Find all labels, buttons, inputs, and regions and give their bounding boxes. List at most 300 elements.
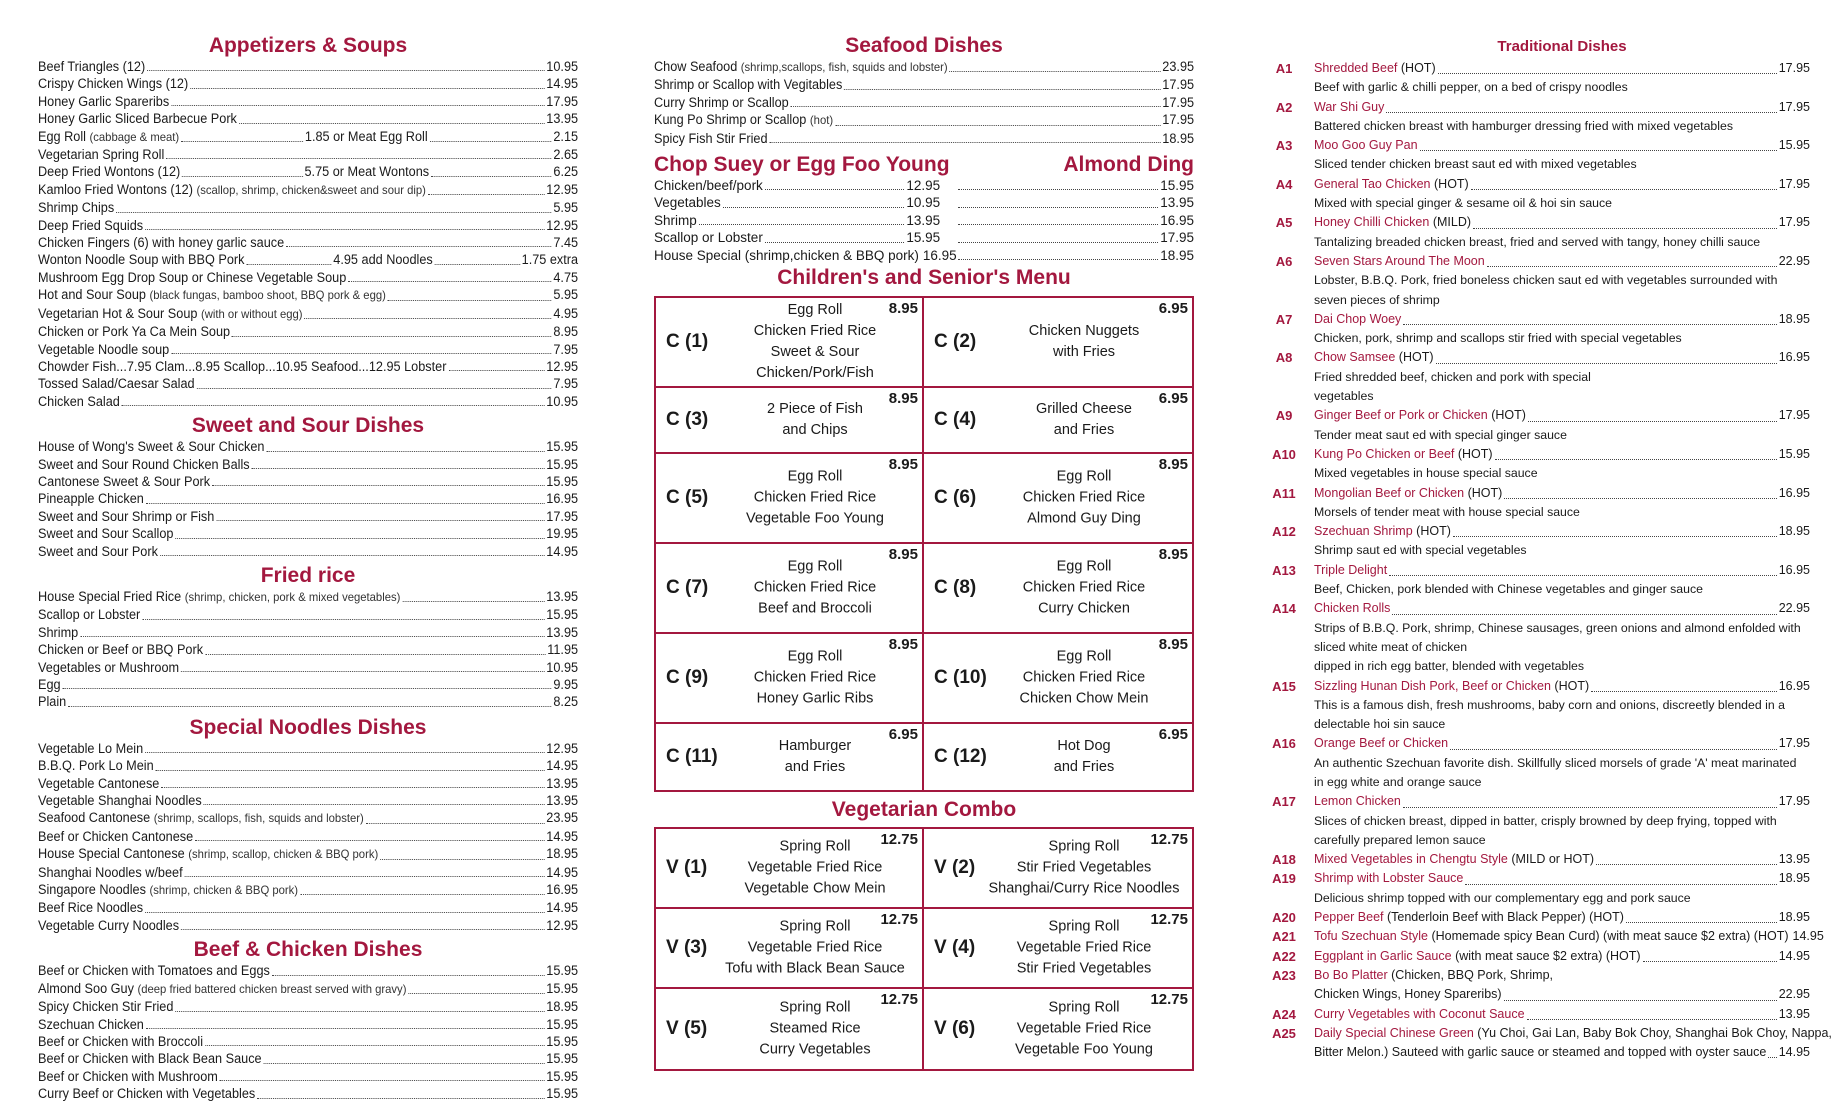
item-name: Vegetable Lo Mein [38, 740, 144, 756]
dish-price: 17.95 [1778, 736, 1810, 751]
menu-item [38, 128, 578, 146]
combo-line: Vegetable Fried Rice [747, 859, 883, 876]
leader-dots [171, 353, 551, 354]
item-name: Mushroom Egg Drop Soup or Chinese Vegetable Soup [38, 269, 347, 285]
menu-item [38, 588, 578, 606]
combo-cell [924, 634, 1192, 724]
combo-cell [656, 544, 924, 634]
leader-dots [263, 1063, 544, 1064]
combo-line: Hamburger [778, 738, 852, 755]
combo-line: Chicken Fried Rice [753, 489, 877, 506]
menu-item [38, 393, 578, 410]
item-price: 15.95 [546, 980, 579, 996]
leader-dots [142, 619, 544, 620]
leader-dots [448, 370, 544, 371]
item-price: 10.95 [546, 393, 579, 409]
leader-dots [1386, 112, 1776, 113]
dish-price: 18.95 [1778, 524, 1810, 539]
item-price: 8.25 [553, 694, 579, 710]
menu-item [38, 624, 578, 641]
item-name: House of Wong's Sweet & Sour Chicken [38, 439, 265, 455]
leader-dots [185, 876, 545, 877]
item-name: Wonton Noodle Soup with BBQ Pork [38, 252, 245, 268]
combo-code: V (3) [666, 937, 708, 959]
leader-dots [430, 141, 552, 142]
combo-cell [656, 989, 924, 1069]
menu-item [38, 508, 578, 525]
beef-chicken-title: Beef & Chicken Dishes [193, 938, 423, 962]
item-price: 5.95 [553, 287, 579, 303]
seafood-list [654, 58, 1194, 147]
item-price: 15.95 [906, 230, 941, 246]
item-name: Vegetables [654, 195, 721, 211]
combo-price: 12.75 [880, 831, 918, 849]
item-name: Curry Shrimp or Scallop [654, 94, 789, 110]
combo-code: C (10) [934, 667, 987, 689]
dish-line [1314, 252, 1810, 271]
leader-dots [435, 264, 520, 265]
leader-dots [1465, 884, 1776, 885]
dish-description: An authentic Szechuan favorite dish. Skillfully sliced morsels of grade 'A' meat marinated [1314, 755, 1797, 770]
traditional-item [1262, 175, 1810, 214]
menu-item [38, 58, 578, 75]
dish-tag: (HOT) [1400, 61, 1436, 75]
leader-dots [182, 176, 302, 177]
combo-code: C (8) [934, 577, 977, 599]
dish-name: Chicken Rolls [1314, 601, 1391, 616]
traditional-item [1262, 985, 1810, 1004]
item-price: 12.95 [906, 178, 941, 194]
item-price: 19.95 [546, 526, 579, 542]
combo-cell [924, 454, 1192, 544]
menu-item [38, 917, 578, 934]
combo-description [984, 837, 1184, 900]
dish-line [1314, 348, 1810, 367]
almond-ding-item [940, 212, 1194, 229]
combo-line: Chicken Fried Rice [753, 323, 877, 340]
combo-line: Vegetable Fried Rice [747, 939, 883, 956]
leader-dots [196, 388, 551, 389]
menu-item [38, 828, 578, 845]
item-name: Sweet and Sour Scallop [38, 526, 174, 542]
combo-price: 8.95 [888, 456, 918, 474]
dish-description: Slices of chicken breast, dipped in batter, crisply browned by deep frying, topped with [1314, 813, 1777, 828]
leader-dots [1436, 363, 1777, 364]
dish-name: Dai Chop Woey [1314, 311, 1402, 326]
sweet-sour-list [38, 438, 578, 560]
traditional-item [1262, 908, 1810, 927]
item-price: 12.95 [546, 358, 579, 374]
dish-code: A21 [1272, 929, 1296, 945]
dish-name: Shredded Beef (HOT) [1314, 61, 1436, 75]
item-price: 11.95 [547, 642, 579, 658]
combo-line: and Chips [782, 422, 848, 439]
left-column [38, 0, 578, 1103]
item-price: 14.95 [546, 828, 579, 844]
menu-item [38, 93, 578, 110]
combo-description [716, 837, 914, 900]
leader-dots [232, 336, 552, 337]
combo-description [716, 917, 914, 980]
item-price: 15.95 [546, 1016, 579, 1032]
item-price: 12.95 [546, 217, 579, 233]
combo-line: Chicken Fried Rice [753, 579, 877, 596]
combo-line: Egg Roll [787, 468, 843, 485]
dish-tag: (MILD or HOT) [1511, 852, 1594, 867]
item-name: Plain [38, 694, 67, 710]
menu-item [38, 490, 578, 507]
dish-code: A4 [1275, 176, 1293, 192]
item-price: 13.95 [546, 111, 579, 127]
almond-ding-item [940, 177, 1194, 194]
leader-dots [252, 468, 545, 469]
item-name: Chow Seafood (shrimp,scallops, fish, squids and lobster) [654, 59, 948, 74]
item-price: 9.95 [553, 677, 579, 692]
chop-suey-list [654, 177, 1194, 264]
leader-dots [844, 89, 1160, 90]
dish-price: 17.95 [1778, 99, 1810, 114]
leader-dots [699, 224, 905, 225]
dish-code: A2 [1275, 99, 1293, 115]
item-name: Honey Garlic Sliced Barbecue Pork [38, 111, 237, 127]
menu-item [38, 286, 578, 304]
combo-line: Spring Roll [1048, 999, 1120, 1016]
item-name: Beef or Chicken with Broccoli [38, 1033, 204, 1049]
combo-cell [656, 388, 924, 454]
dish-line [1314, 445, 1810, 464]
dish-name: Ginger Beef or Pork or Chicken (HOT) [1314, 408, 1526, 423]
item-name: Shrimp [654, 212, 697, 228]
dish-name: Chow Samsee (HOT) [1314, 350, 1434, 365]
dish-name: Mixed Vegetables in Chengtu Style (MILD or HOT) [1314, 852, 1594, 867]
menu-item [38, 1016, 578, 1033]
dish-name: Eggplant in Garlic Sauce (with meat sauce $2 extra) (HOT) [1314, 948, 1641, 963]
combo-line: Egg Roll [1056, 468, 1112, 485]
dish-code: A11 [1272, 485, 1296, 501]
item-name: Vegetable Curry Noodles [38, 917, 180, 933]
chop-suey-row [654, 247, 1194, 264]
combo-cell [924, 544, 1192, 634]
item-price: 17.95 [546, 508, 579, 524]
menu-item [654, 130, 1194, 147]
combo-line: and Fries [784, 759, 846, 776]
menu-item [38, 375, 578, 392]
menu-item [38, 146, 578, 163]
dish-price: 17.95 [1778, 215, 1810, 230]
dish-price: 17.95 [1778, 794, 1810, 809]
item-name: Seafood Cantonese (shrimp, scallops, fish, squids and lobster) [38, 810, 364, 826]
leader-dots [1626, 922, 1777, 923]
traditional-item [1262, 677, 1810, 735]
item-note: (cabbage & meat) [89, 129, 180, 144]
item-price: 15.95 [546, 607, 579, 623]
dish-description: carefully prepared lemon sauce [1314, 832, 1486, 847]
dish-name: Daily Special Chinese Green (Yu Choi, Gai Lan, Baby Bok Choy, Shanghai Bok Choy, Nappa, [1314, 1025, 1832, 1040]
combo-description [984, 557, 1184, 620]
dish-description: Tantalizing breaded chicken breast, fried and served with tangy, honey chilli sauce [1314, 234, 1761, 249]
leader-dots [1596, 864, 1777, 865]
item-price: 10.95 [546, 659, 579, 675]
leader-dots [145, 912, 544, 913]
combo-price: 12.75 [880, 911, 918, 929]
leader-dots [1487, 266, 1777, 267]
item-name: Crispy Chicken Wings (12) [38, 76, 189, 92]
dish-tag: Bitter Melon.) Sauteed with garlic sauce or steamed and topped with oyster sauce [1314, 1045, 1767, 1060]
item-price: 13.95 [906, 212, 941, 228]
menu-item [38, 543, 578, 560]
item-name: Vegetables or Mushroom [38, 659, 180, 675]
combo-line: Honey Garlic Ribs [756, 690, 874, 707]
dish-tag: (HOT) [1434, 176, 1469, 191]
item-price: 18.95 [1160, 247, 1194, 263]
dish-description: Mixed vegetables in house special sauce [1314, 466, 1538, 481]
combo-code: C (1) [666, 331, 709, 353]
item-name: Sweet and Sour Pork [38, 543, 158, 559]
item-price: 15.95 [546, 1051, 579, 1067]
combo-price: 8.95 [1158, 456, 1188, 474]
appetizers-title: Appetizers & Soups [208, 34, 408, 57]
combo-price: 6.95 [888, 726, 918, 744]
menu-item [38, 659, 578, 676]
item-price: 4.95 [553, 305, 579, 321]
combo-line: Hot Dog [1057, 738, 1111, 755]
combo-cell [656, 634, 924, 724]
dish-line [1314, 869, 1810, 888]
dish-code: A18 [1272, 852, 1296, 868]
leader-dots [146, 1028, 545, 1029]
combo-price: 12.75 [880, 991, 918, 1009]
item-price: 5.95 [553, 200, 579, 216]
dish-description: Tender meat saut ed with special ginger sauce [1314, 427, 1567, 442]
leader-dots [431, 176, 551, 177]
combo-line: Chicken Fried Rice [753, 669, 877, 686]
combo-line: Vegetable Foo Young [746, 510, 884, 527]
item-name: Vegetarian Spring Roll [38, 147, 165, 163]
combo-description [984, 917, 1184, 980]
item-price: 13.95 [546, 624, 579, 640]
item-price: 7.95 [553, 376, 579, 392]
item-price: 17.95 [1162, 94, 1195, 110]
right-column [1262, 0, 1832, 1062]
menu-item [38, 305, 578, 323]
traditional-item [1262, 445, 1810, 484]
dish-line [1314, 1024, 1832, 1043]
chop-suey-row [654, 194, 1194, 211]
dish-price: 18.95 [1778, 871, 1810, 886]
item-name: Chicken or Pork Ya Ca Mein Soup [38, 324, 231, 340]
item-name: Sweet and Sour Round Chicken Balls [38, 456, 250, 472]
traditional-item [1262, 947, 1810, 966]
dish-code: A19 [1272, 871, 1296, 887]
dish-description: Sliced tender chicken breast saut ed with mixed vegetables [1314, 157, 1637, 172]
combo-line: Egg Roll [787, 302, 843, 319]
dish-line [1314, 59, 1810, 78]
dish-name: Pepper Beef (Tenderloin Beef with Black Pepper) (HOT) [1314, 910, 1624, 925]
dish-description: Strips of B.B.Q. Pork, shrimp, Chinese sausages, green onions and almond enfolded with [1314, 620, 1801, 635]
combo-line: Stir Fried Vegetables [1016, 960, 1152, 977]
dish-price: 22.95 [1778, 253, 1810, 268]
combo-line: Beef and Broccoli [758, 600, 872, 617]
combo-line: Vegetable Fried Rice [1016, 1020, 1152, 1037]
combo-description [984, 647, 1184, 710]
item-price: 17.95 [1162, 112, 1195, 128]
combo-line: Chicken Fried Rice [1022, 669, 1146, 686]
menu-item [38, 217, 578, 234]
dish-tag: (MILD) [1432, 215, 1472, 230]
item-name: Spicy Chicken Stir Fried [38, 999, 174, 1015]
menu-item [38, 1085, 578, 1102]
dish-price: 18.95 [1778, 910, 1810, 925]
dish-price: 15.95 [1778, 446, 1810, 461]
combo-price: 8.95 [1158, 546, 1188, 564]
dish-description: sliced white meat of chicken [1314, 639, 1468, 654]
leader-dots [175, 538, 544, 539]
leader-dots [835, 125, 1160, 126]
item-price: 16.95 [1160, 212, 1194, 228]
dish-price: 17.95 [1778, 408, 1810, 423]
combo-cell [656, 829, 924, 909]
dish-description: Shrimp saut ed with special vegetables [1314, 543, 1527, 558]
menu-item [38, 323, 578, 340]
dish-line [1314, 522, 1810, 541]
dish-name: Seven Stars Around The Moon [1314, 253, 1485, 268]
menu-item [38, 163, 578, 180]
dish-tag: (HOT) [1457, 446, 1493, 461]
dish-code: A6 [1275, 253, 1293, 269]
item-price: 15.95 [546, 1033, 579, 1049]
traditional-item [1262, 213, 1810, 252]
item-name: Spicy Fish Stir Fried [654, 130, 768, 146]
combo-cell [924, 989, 1192, 1069]
item-price: 18.95 [546, 846, 579, 862]
leader-dots [239, 123, 545, 124]
dish-description: Fried shredded beef, chicken and pork with special [1314, 369, 1591, 384]
dish-code: A1 [1275, 61, 1293, 76]
item-price: 13.95 [546, 793, 579, 809]
item-name: House Special (shrimp,chicken & BBQ pork) [654, 247, 919, 263]
item-price: 8.95 [553, 324, 579, 340]
dish-description: This is a famous dish, fresh mushrooms, baby corn and onions, discreetly blended in a [1314, 697, 1785, 712]
combo-line: Shanghai/Curry Rice Noodles [988, 880, 1180, 897]
combo-code: C (12) [934, 746, 987, 768]
menu-item [654, 247, 957, 264]
dish-line [1314, 850, 1810, 869]
leader-dots [1403, 807, 1777, 808]
item-price: 15.95 [546, 963, 579, 979]
leader-dots [156, 770, 545, 771]
combo-code: C (2) [934, 331, 977, 353]
combo-code: C (6) [934, 487, 977, 509]
dish-line [1314, 1043, 1810, 1062]
traditional-item [1262, 561, 1810, 600]
leader-dots [257, 1098, 544, 1099]
combo-cell [924, 298, 1192, 388]
chop-suey-row [654, 212, 1194, 229]
leader-dots [181, 671, 544, 672]
sweet-sour-title: Sweet and Sour Dishes [191, 414, 425, 438]
item-name: Honey Garlic Spareribs [38, 93, 170, 109]
leader-dots [1473, 228, 1777, 229]
leader-dots [958, 189, 1158, 190]
dish-tag: (HOT) [1491, 408, 1526, 423]
menu-item [38, 75, 578, 92]
item-name: Kung Po Shrimp or Scallop (hot) [654, 112, 834, 128]
combo-description [984, 736, 1184, 778]
dish-code: A22 [1272, 948, 1296, 964]
combo-description [716, 467, 914, 530]
dish-price: 13.95 [1778, 1006, 1810, 1021]
combo-line: Egg Roll [787, 648, 843, 665]
combo-cell [656, 454, 924, 544]
combo-line: Grilled Cheese [1036, 401, 1132, 418]
combo-line: and Fries [1053, 759, 1115, 776]
leader-dots [147, 70, 544, 71]
combo-code: C (9) [666, 667, 709, 689]
dish-line [1314, 734, 1810, 753]
dish-line [1314, 136, 1810, 155]
dish-name: Shrimp with Lobster Sauce [1314, 871, 1464, 886]
menu-item [38, 962, 578, 979]
traditional-list [1262, 59, 1832, 1062]
item-name: Almond Soo Guy (deep fried battered chicken breast served with gravy) [38, 980, 407, 996]
item-note: (shrimp, scallop, chicken & BBQ pork) [188, 847, 379, 862]
noodles-title: Special Noodles Dishes [189, 715, 427, 739]
leader-dots [160, 555, 545, 556]
item-name: Chowder Fish...7.95 Clam...8.95 Scallop...10.95 Seafood...12.95 Lobster [38, 358, 447, 374]
menu-item [38, 980, 578, 998]
menu-item [38, 606, 578, 623]
fried-rice-list [38, 588, 578, 711]
combo-line: Egg Roll [787, 558, 843, 575]
item-price: 14.95 [546, 864, 579, 880]
combo-code: C (5) [666, 487, 709, 509]
menu-item [38, 1068, 578, 1085]
menu-item [38, 234, 578, 251]
leader-dots [220, 1080, 545, 1081]
item-price: 13.95 [546, 775, 579, 791]
dish-name [1314, 985, 1502, 1004]
leader-dots [146, 503, 545, 504]
item-name: Egg Roll (cabbage & meat) [38, 128, 180, 144]
dish-tag: (Tenderloin Beef with Black Pepper) (HOT) [1386, 910, 1624, 925]
almond-ding-item [940, 247, 1194, 264]
item-price: 15.95 [546, 1086, 579, 1102]
leader-dots [366, 823, 545, 824]
item-name: Vegetable Cantonese [38, 775, 160, 791]
menu-item [38, 998, 578, 1015]
combo-line: Curry Chicken [1038, 600, 1130, 617]
dish-line [1314, 966, 1810, 985]
dish-code: A12 [1272, 524, 1296, 540]
leader-dots [161, 787, 544, 788]
traditional-title: Traditional Dishes [1497, 38, 1627, 55]
leader-dots [1438, 73, 1777, 74]
chop-suey-title: Chop Suey or Egg Foo Young [654, 153, 950, 177]
item-name: Shrimp [38, 624, 79, 640]
dish-tag: (with meat sauce $2 extra) (HOT) [1455, 948, 1641, 963]
menu-item [38, 110, 578, 127]
dish-code: A10 [1272, 446, 1296, 462]
item-note: (shrimp, chicken, pork & mixed vegetables) [184, 589, 401, 604]
dish-name: Moo Goo Guy Pan [1314, 138, 1418, 153]
item-note: (deep fried battered chicken breast served with gravy) [137, 981, 407, 996]
traditional-item [1262, 966, 1810, 985]
combo-line: Tofu with Black Bean Sauce [725, 960, 905, 977]
traditional-item [1262, 1005, 1810, 1024]
dish-name: Sizzling Hunan Dish Pork, Beef or Chicken (HOT) [1314, 678, 1590, 693]
middle-column [654, 0, 1194, 1071]
veg-combo-grid [654, 827, 1194, 1071]
